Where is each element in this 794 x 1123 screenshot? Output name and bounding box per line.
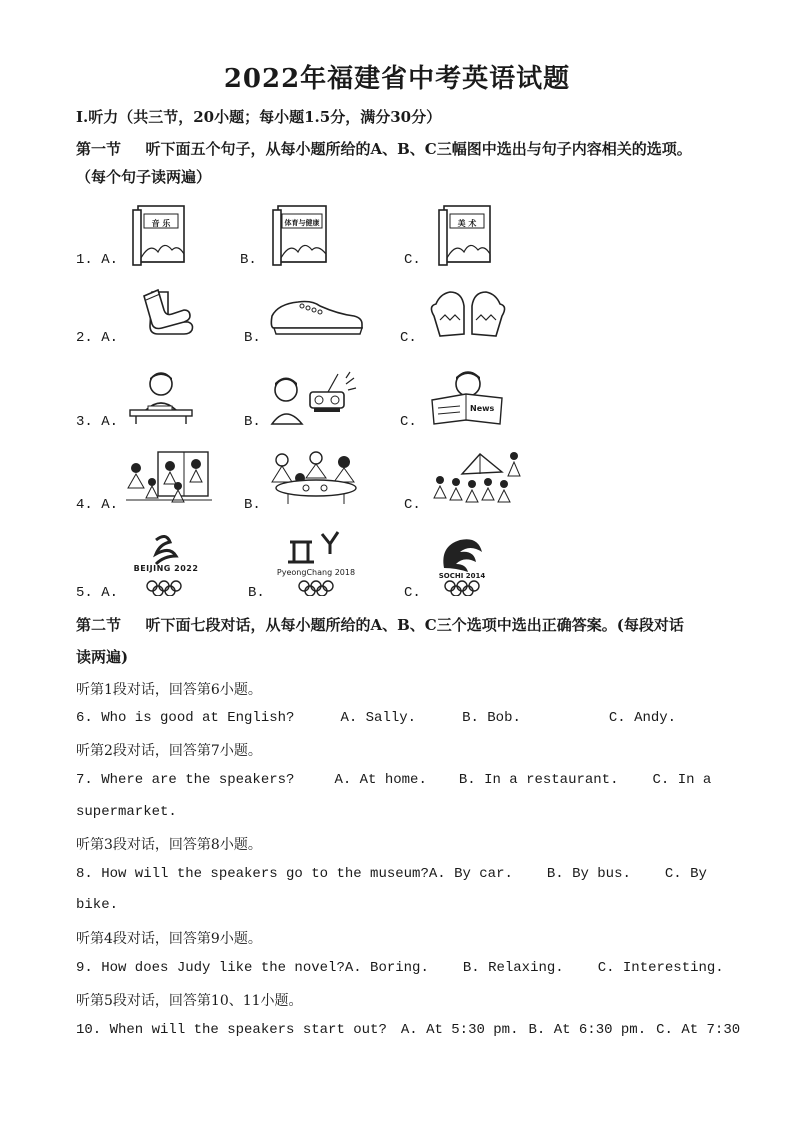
q3-option-b: B. <box>244 414 261 430</box>
dialogue-1-intro: 听第1段对话，回答第6小题。 <box>76 682 262 698</box>
beijing-logo-text: BEIJING 2022 <box>133 564 199 573</box>
sneakers-image <box>268 292 364 336</box>
mittens-image <box>428 286 508 342</box>
part1-instruction-text: 听下面五个句子，从每小题所给的A、B、C三幅图中选出与句子内容相关的选项。 <box>145 140 692 158</box>
socks-image <box>128 288 196 338</box>
q3-option-a: A. <box>101 414 119 430</box>
question-6-option-c: C. Andy. <box>608 710 677 726</box>
question-8-option-a: A. By car. <box>428 866 513 882</box>
q1-option-a: A. <box>101 252 119 268</box>
question-10-option-b: B. At 6:30 pm. <box>528 1022 647 1038</box>
part2-label: 第二节 <box>76 616 122 634</box>
boy-newspaper-image <box>430 368 504 426</box>
part1-note: （每个句子读两遍） <box>76 168 212 186</box>
question-10-text: 10. When will the speakers start out? <box>76 1022 387 1038</box>
dialogue-4-intro: 听第4段对话，回答第9小题。 <box>76 931 262 947</box>
question-7 <box>76 772 711 788</box>
classroom-group-image <box>124 448 214 504</box>
question-8-option-b: B. By bus. <box>546 866 631 882</box>
music-book-image <box>130 204 188 266</box>
question-8-cont: bike. <box>76 897 119 913</box>
q5-option-c: C. <box>404 585 421 601</box>
boy-writing-image <box>128 370 194 426</box>
question-7-option-c: C. In a <box>652 772 712 788</box>
q4-option-c: C. <box>404 497 421 513</box>
pe-book-label: 体育与健康 <box>284 219 320 227</box>
music-book-label: 音 乐 <box>151 219 171 228</box>
q2-option-b: B. <box>244 330 261 346</box>
boy-radio-image <box>268 370 358 426</box>
question-8 <box>76 866 707 882</box>
question-9 <box>76 960 724 976</box>
q2-option-a: A. <box>101 330 119 346</box>
q4-number <box>76 497 118 513</box>
family-dinner-image <box>266 448 360 504</box>
question-8-option-c: C. By <box>664 866 707 882</box>
q5-num: 5. <box>76 585 93 601</box>
question-9-option-b: B. Relaxing. <box>462 960 564 976</box>
question-9-option-a: A. Boring. <box>344 960 429 976</box>
part2-instruction-text: 听下面七段对话，从每小题所给的A、B、C三个选项中选出正确答案。(每段对话 <box>145 616 684 634</box>
q3-option-c: C. <box>400 414 417 430</box>
beijing-2022-logo <box>126 532 206 596</box>
question-7-option-a: A. At home. <box>334 772 427 788</box>
art-book-image <box>436 204 494 266</box>
question-10 <box>76 1022 740 1038</box>
q5-number <box>76 585 118 601</box>
q4-option-b: B. <box>244 497 261 513</box>
art-book-label: 美 术 <box>457 219 477 228</box>
question-6 <box>76 710 676 726</box>
dialogue-5-intro: 听第5段对话，回答第10、11小题。 <box>76 993 303 1009</box>
sochi-logo-text: SOCHI 2014 <box>438 572 486 580</box>
part2-instruction-cont: 读两遍) <box>76 648 129 666</box>
camping-group-image <box>432 446 524 506</box>
section-heading: I.听力（共三节，20小题；每小题1.5分，满分30分） <box>76 108 442 126</box>
pyeongchang-2018-logo <box>276 528 356 596</box>
q4-num: 4. <box>76 497 93 513</box>
dialogue-3-intro: 听第3段对话，回答第8小题。 <box>76 837 262 853</box>
q1-number <box>76 252 118 268</box>
q4-option-a: A. <box>101 497 119 513</box>
pyeongchang-logo-text: PyeongChang 2018 <box>276 568 356 577</box>
q5-option-a: A. <box>101 585 119 601</box>
question-7-cont: supermarket. <box>76 804 177 820</box>
q2-num: 2. <box>76 330 93 346</box>
pe-book-image <box>270 204 330 266</box>
q2-option-c: C. <box>400 330 417 346</box>
question-10-option-a: A. At 5:30 pm. <box>400 1022 519 1038</box>
question-9-option-c: C. Interesting. <box>597 960 724 976</box>
question-6-text: 6. Who is good at English? <box>76 710 295 726</box>
question-6-option-a: A. Sally. <box>340 710 417 726</box>
question-10-option-c: C. At 7:30 <box>656 1022 741 1038</box>
dialogue-2-intro: 听第2段对话，回答第7小题。 <box>76 743 262 759</box>
q1-option-b: B. <box>240 252 257 268</box>
newspaper-label: News <box>470 404 495 413</box>
q1-num: 1. <box>76 252 93 268</box>
question-7-option-b: B. In a restaurant. <box>458 772 619 788</box>
part2-instruction <box>76 614 684 635</box>
question-6-option-b: B. Bob. <box>462 710 521 726</box>
part1-instruction <box>76 138 692 159</box>
page-title: 2022年福建省中考英语试题 <box>223 64 571 94</box>
q2-number <box>76 330 118 346</box>
q3-num: 3. <box>76 414 93 430</box>
question-8-text: 8. How will the speakers go to the museum? <box>76 866 429 882</box>
sochi-2014-logo <box>430 532 494 596</box>
q1-option-c: C. <box>404 252 421 268</box>
question-7-text: 7. Where are the speakers? <box>76 772 295 788</box>
part1-label: 第一节 <box>76 140 122 158</box>
q5-option-b: B. <box>248 585 265 601</box>
q3-number <box>76 414 118 430</box>
question-9-text: 9. How does Judy like the novel? <box>76 960 345 976</box>
